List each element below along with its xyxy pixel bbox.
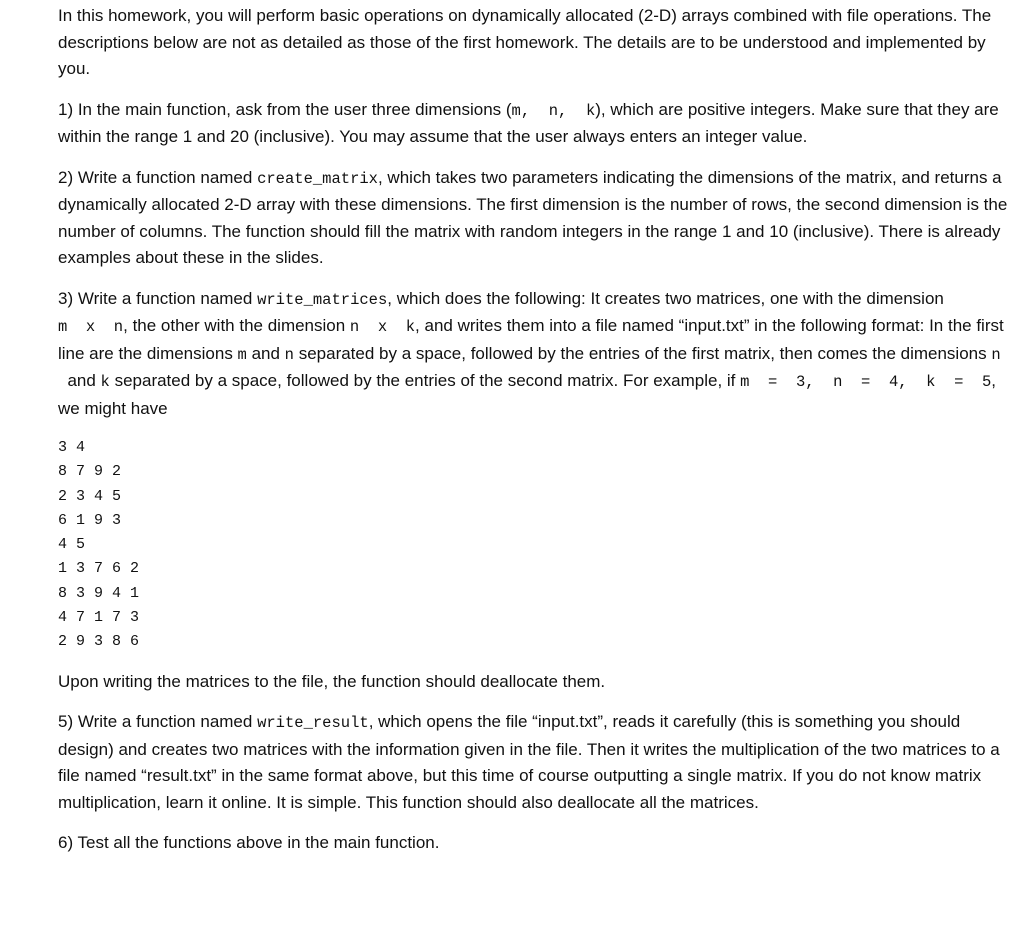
sample-line: 8 7 9 2 bbox=[58, 463, 122, 481]
item-6-paragraph: 6) Test all the functions above in the main function. bbox=[58, 833, 440, 853]
item-5-paragraph bbox=[58, 709, 1010, 816]
sample-line: 8 3 9 4 1 bbox=[58, 584, 140, 602]
item-1-text-b: ), which are positive integers. Make sure that they are within the range 1 and 20 (inclusive). You may assume that the user always enters an integer value. bbox=[58, 99, 999, 146]
item-3-text-d: , and writes them into a file named “input.txt” in the following format: In the first line are the dimensions bbox=[58, 316, 1004, 363]
item-2-text-a: 2) Write a function named bbox=[58, 167, 258, 187]
sample-line: 4 5 bbox=[58, 536, 86, 554]
sample-line: 2 9 3 8 6 bbox=[58, 633, 140, 651]
intro-paragraph: In this homework, you will perform basic operations on dynamically allocated (2-D) arrays combined with file operations. The descriptions below are not as detailed as those of the first homework. The details are to be understood and implemented by you. bbox=[58, 6, 992, 78]
dim-n-x-k: n x k bbox=[349, 318, 416, 336]
write-result-fn-name: write_result bbox=[257, 714, 369, 733]
dim-m-x-n: m x n bbox=[58, 318, 124, 336]
item-1-paragraph bbox=[58, 97, 1010, 151]
item-1-text-a: 1) In the main function, ask from the user three dimensions ( bbox=[58, 99, 512, 119]
item-1-vars: m, n, k bbox=[511, 101, 596, 120]
dealloc-note: Upon writing the matrices to the file, the function should deallocate them. bbox=[58, 671, 606, 691]
example-values: m = 3, n = 4, k = 5 bbox=[740, 373, 992, 391]
var-n-second: n bbox=[991, 345, 1001, 364]
item-3-text-i: , we might have bbox=[58, 371, 997, 418]
var-m: m bbox=[237, 345, 247, 364]
create-matrix-fn-name: create_matrix bbox=[257, 169, 378, 188]
item-5-text-a: 5) Write a function named bbox=[58, 712, 258, 732]
sample-line: 1 3 7 6 2 bbox=[58, 560, 140, 578]
sample-line: 3 4 bbox=[58, 439, 86, 456]
item-2-text-b: , which takes two parameters indicating the dimensions of the matrix, and returns a dynamically allocated 2-D array with these dimensions. The first dimension is the number of rows, the second dimension is the number of columns. The function should fill the matrix with random integers in the range 1 and 10 (inclusive). There is already examples about these in the slides. bbox=[58, 167, 1008, 267]
sample-line: 4 7 1 7 3 bbox=[58, 609, 140, 627]
item-3-text-h: separated by a space, followed by the entries of the second matrix. For example, if bbox=[109, 371, 741, 390]
item-3-text-e: and bbox=[246, 343, 285, 363]
sample-line: 2 3 4 5 bbox=[58, 487, 122, 505]
item-3-text-a: 3) Write a function named bbox=[58, 288, 258, 308]
sample-file-contents bbox=[58, 436, 1010, 655]
item-3-text-g: and bbox=[58, 371, 101, 390]
var-n: n bbox=[284, 345, 294, 364]
item-3-text-b: , which does the following: It creates two matrices, one with the dimension bbox=[387, 288, 944, 308]
item-3-paragraph bbox=[58, 286, 1010, 423]
homework-document bbox=[58, 3, 1010, 871]
item-2-paragraph bbox=[58, 165, 1010, 272]
sample-line: 6 1 9 3 bbox=[58, 511, 122, 529]
var-k: k bbox=[100, 373, 110, 391]
item-5-text-b: , which opens the file “input.txt”, reads it carefully (this is something you should design) and creates two matrices with the information given in the file. Then it writes the multiplication of the two matrices to a file named “result.txt” in the same format above, but this time of course outputting a single matrix. If you do not know matrix multiplication, learn it online. It is simple. This function should also deallocate all the matrices. bbox=[58, 712, 1000, 812]
item-3-text-f: separated by a space, followed by the entries of the first matrix, then comes the dimensions bbox=[293, 343, 992, 363]
item-3-text-c: , the other with the dimension bbox=[123, 316, 350, 335]
write-matrices-fn-name: write_matrices bbox=[257, 290, 388, 309]
